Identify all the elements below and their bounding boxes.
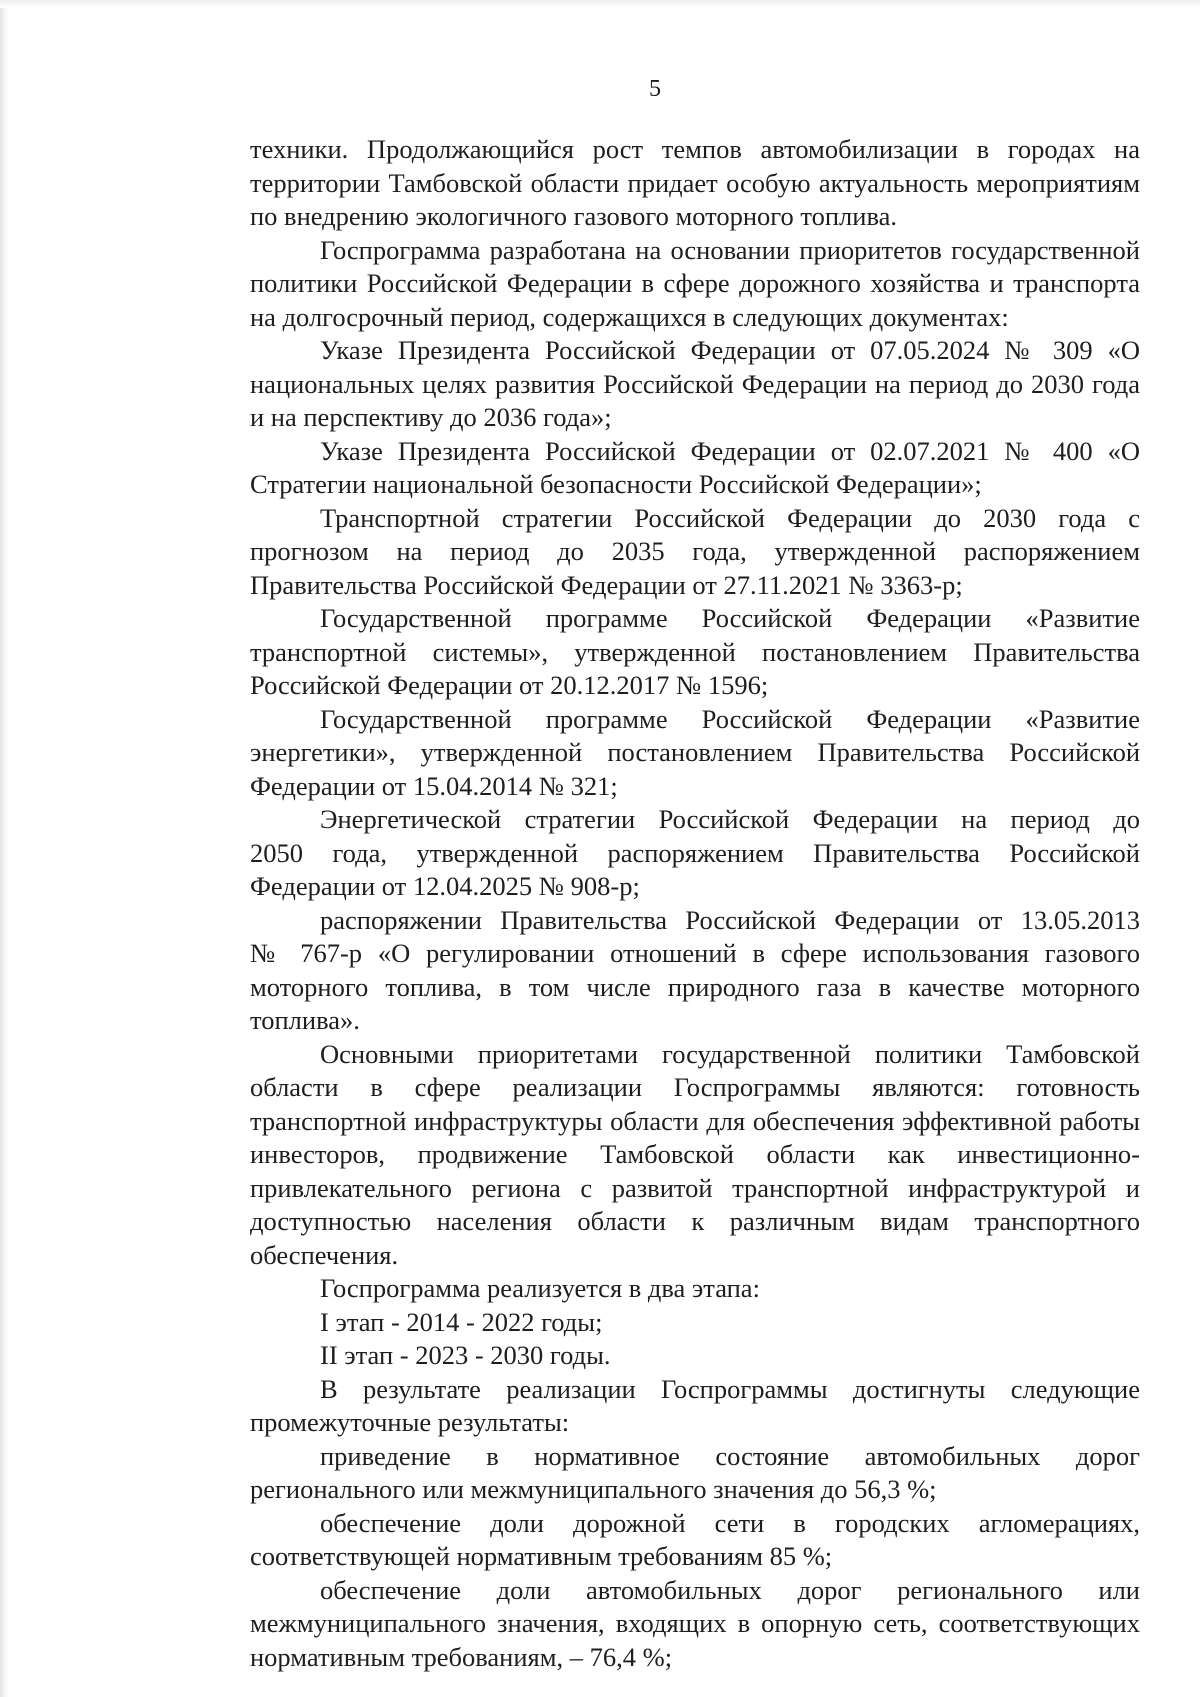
paragraph [180, 703, 1140, 804]
paragraph [180, 1373, 1140, 1440]
text-line: области в сфере реализации Госпрограммы являются: готовность [250, 1072, 1140, 1102]
text-line: № 767-р «О регулировании отношений в сфере использования газового [250, 938, 1140, 968]
paragraph [180, 334, 1140, 435]
text-line: приведение в нормативное состояние автомобильных дорог [320, 1440, 1140, 1471]
scan-shadow-top [0, 0, 1200, 8]
text-line: Указе Президента Российской Федерации от 07.05.2024 № 309 «О [320, 335, 1140, 365]
paragraph [180, 234, 1140, 335]
text-line: В результате реализации Госпрограммы достигнуты следующие [320, 1373, 1140, 1404]
text-line: II этап - 2023 - 2030 годы. [320, 1340, 611, 1370]
text-line: Госпрограмма разработана на основании приоритетов государственной [320, 234, 1140, 265]
text-line: Транспортной стратегии Российской Федерации до 2030 года с [320, 502, 1140, 533]
text-line: техники. Продолжающийся рост темпов автомобилизации в городах на [250, 134, 1140, 164]
text-line: привлекательного региона с развитой транспортной инфраструктурой и [250, 1172, 1140, 1203]
text-line: инвесторов, продвижение Тамбовской области как инвестиционно- [250, 1139, 1140, 1169]
paragraph [180, 1306, 1140, 1340]
text-line: Энергетической стратегии Российской Федерации на период до [320, 804, 1140, 834]
text-line: Государственной программе Российской Федерации «Развитие [320, 703, 1140, 734]
text-line: политики Российской Федерации в сфере дорожного хозяйства и транспорта [250, 268, 1140, 298]
text-line: Госпрограмма реализуется в два этапа: [320, 1273, 760, 1303]
text-line: моторного топлива, в том числе природного газа в качестве моторного [250, 971, 1140, 1002]
text-line: Российской Федерации от 20.12.2017 № 1596; [250, 670, 769, 700]
paragraph [180, 133, 1140, 234]
text-line: Стратегии национальной безопасности Российской Федерации»; [250, 469, 982, 499]
text-line: и на перспективу до 2036 года»; [250, 402, 612, 432]
text-line: Государственной программе Российской Федерации «Развитие [320, 603, 1140, 633]
paragraph [180, 1272, 1140, 1306]
paragraph [180, 1574, 1140, 1675]
paragraph [180, 502, 1140, 603]
text-line: Основными приоритетами государственной политики Тамбовской [320, 1038, 1140, 1069]
text-line: национальных целях развития Российской Федерации на период до 2030 года [250, 368, 1140, 399]
text-line: межмуниципального значения, входящих в опорную сеть, соответствующих [250, 1608, 1140, 1638]
text-line: доступностью населения области к различным видам транспортного [250, 1206, 1140, 1236]
paragraph [180, 1507, 1140, 1574]
text-line: регионального или межмуниципального значения до 56,3 %; [250, 1474, 937, 1504]
text-line: обеспечение доли дорожной сети в городских агломерациях, [320, 1507, 1140, 1538]
paragraph [180, 1339, 1140, 1373]
text-line: Федерации от 15.04.2014 № 321; [250, 770, 618, 801]
paragraph [180, 803, 1140, 904]
text-line: на долгосрочный период, содержащихся в следующих документах: [250, 301, 1009, 332]
document-body [180, 133, 1140, 1674]
text-line: нормативным требованиям, – 76,4 %; [250, 1641, 673, 1672]
text-line: энергетики», утвержденной постановлением Правительства Российской [250, 737, 1140, 767]
text-line: Федерации от 12.04.2025 № 908-р; [250, 871, 640, 901]
text-line: распоряжении Правительства Российской Федерации от 13.05.2013 [320, 904, 1140, 935]
text-line: Указе Президента Российской Федерации от 02.07.2021 № 400 «О [320, 435, 1140, 466]
text-line: транспортной системы», утвержденной постановлением Правительства [250, 636, 1140, 667]
paragraph [180, 904, 1140, 1038]
text-line: транспортной инфраструктуры области для обеспечения эффективной работы [250, 1105, 1140, 1136]
paragraph [180, 1440, 1140, 1507]
text-line: обеспечение доли автомобильных дорог регионального или [320, 1574, 1140, 1605]
text-line: 2050 года, утвержденной распоряжением Правительства Российской [250, 837, 1140, 868]
paragraph [180, 435, 1140, 502]
text-line: обеспечения. [250, 1239, 399, 1270]
text-line: топлива». [250, 1005, 360, 1035]
scan-shadow-left [0, 0, 10, 1697]
text-line: по внедрению экологичного газового моторного топлива. [250, 201, 898, 231]
page-number: 5 [649, 76, 661, 102]
text-line: территории Тамбовской области придает особую актуальность мероприятиям [250, 167, 1140, 198]
text-line: соответствующей нормативным требованиям 85 %; [250, 1541, 833, 1571]
paragraph [180, 1038, 1140, 1273]
text-line: промежуточные результаты: [250, 1407, 570, 1437]
paragraph [180, 602, 1140, 703]
text-line: Правительства Российской Федерации от 27.11.2021 № 3363-р; [250, 569, 963, 600]
text-line: прогнозом на период до 2035 года, утвержденной распоряжением [250, 536, 1140, 566]
text-line: I этап - 2014 - 2022 годы; [320, 1306, 603, 1337]
